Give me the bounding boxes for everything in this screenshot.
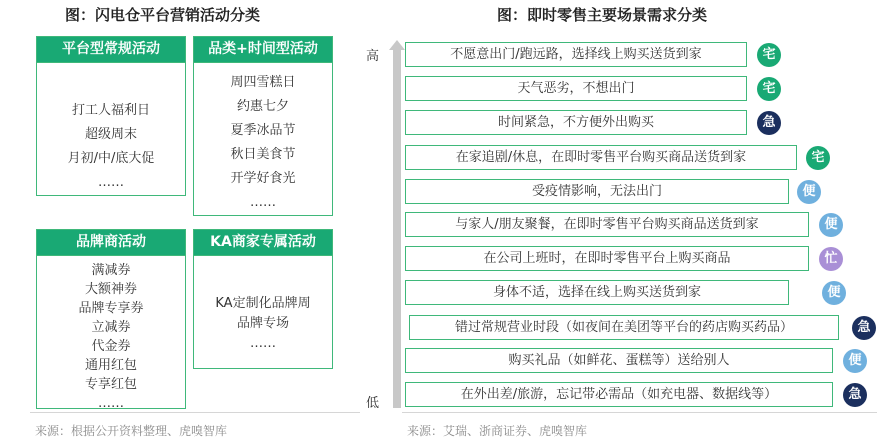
scenario-row: 在公司上班时，在即时零售平台上购买商品 [405,246,809,271]
scenario-type-badge: 宅 [757,43,781,67]
category-box-brand [36,229,186,409]
category-box-category-time [193,36,333,216]
scenario-type-badge: 宅 [757,77,781,101]
category-item: 大额神券 [84,282,137,297]
scenario-row: 时间紧急，不方便外出购买 [405,110,747,135]
category-item: 周四雪糕日 [230,75,296,90]
category-box-platform [36,36,186,196]
scenario-row: 天气恶劣，不想出门 [405,76,747,101]
scenario-row: 购买礼品（如鲜花、蛋糕等）送给别人 [405,348,833,373]
category-item: 开学好食光 [230,171,296,186]
category-header: 品类+时间型活动 [194,37,332,62]
category-item: 夏季冰品节 [230,123,296,138]
divider [402,412,877,413]
category-items [37,99,185,195]
category-item: 秋日美食节 [230,147,296,162]
scenario-type-badge: 便 [797,180,821,204]
scenario-row: 在外出差/旅游，忘记带必需品（如充电器、数据线等） [405,382,833,407]
category-item: 月初/中/底大促 [67,151,155,166]
category-header: KA商家专属活动 [194,230,332,255]
scenario-row: 身体不适，选择在线上购买送货到家 [405,280,789,305]
right-panel-title: 图：即时零售主要场景需求分类 [497,6,708,24]
category-header: 品牌商活动 [37,230,185,255]
category-item: KA定制化品牌周 [215,296,311,311]
category-body [37,255,185,411]
category-item: …… [98,396,124,411]
category-body [194,255,332,368]
category-item: 品牌专享券 [78,301,144,316]
right-source-note: 来源：艾瑞、浙商证券、虎嗅智库 [407,424,588,438]
scenario-row: 在家追剧/休息，在即时零售平台购买商品送货到家 [405,145,797,170]
scenario-row: 与家人/朋友聚餐，在即时零售平台购买商品送货到家 [405,212,809,237]
category-item: 通用红包 [84,358,137,373]
category-item: 满减券 [91,263,131,278]
scenario-type-badge: 急 [757,111,781,135]
category-header: 平台型常规活动 [37,37,185,62]
category-item: 代金券 [91,339,131,354]
priority-axis-arrow [388,40,406,410]
category-item: 品牌专场 [236,316,289,331]
scenario-type-badge: 宅 [806,146,830,170]
left-source-note: 来源：根据公开资料整理、虎嗅智库 [35,424,228,438]
axis-high-label: 高 [366,49,380,64]
category-items [194,71,332,215]
scenario-type-badge: 便 [843,349,867,373]
scenario-row: 不愿意出门/跑远路，选择线上购买送货到家 [405,42,747,67]
category-item: 约惠七夕 [236,99,289,114]
category-item: 打工人福利日 [71,103,150,118]
scenario-type-badge: 便 [819,213,843,237]
scenario-row: 错过常规营业时段（如夜间在美团等平台的药店购买药品） [409,315,839,340]
scenario-type-badge: 急 [852,316,876,340]
category-body [194,62,332,215]
category-body [37,62,185,195]
category-items [194,294,332,354]
category-item: 超级周末 [84,127,137,142]
scenario-row: 受疫情影响，无法出门 [405,179,789,204]
left-panel-title: 图：闪电仓平台营销活动分类 [65,6,261,24]
category-item: …… [98,175,124,190]
scenario-type-badge: 急 [843,383,867,407]
category-box-ka-merchant [193,229,333,369]
category-item: 专享红包 [84,377,137,392]
axis-low-label: 低 [366,396,380,411]
category-items [37,261,185,413]
category-item: 立减券 [91,320,131,335]
category-item: …… [250,195,276,210]
divider [30,412,360,413]
scenario-type-badge: 忙 [819,247,843,271]
scenario-type-badge: 便 [822,281,846,305]
category-item: …… [250,336,276,351]
